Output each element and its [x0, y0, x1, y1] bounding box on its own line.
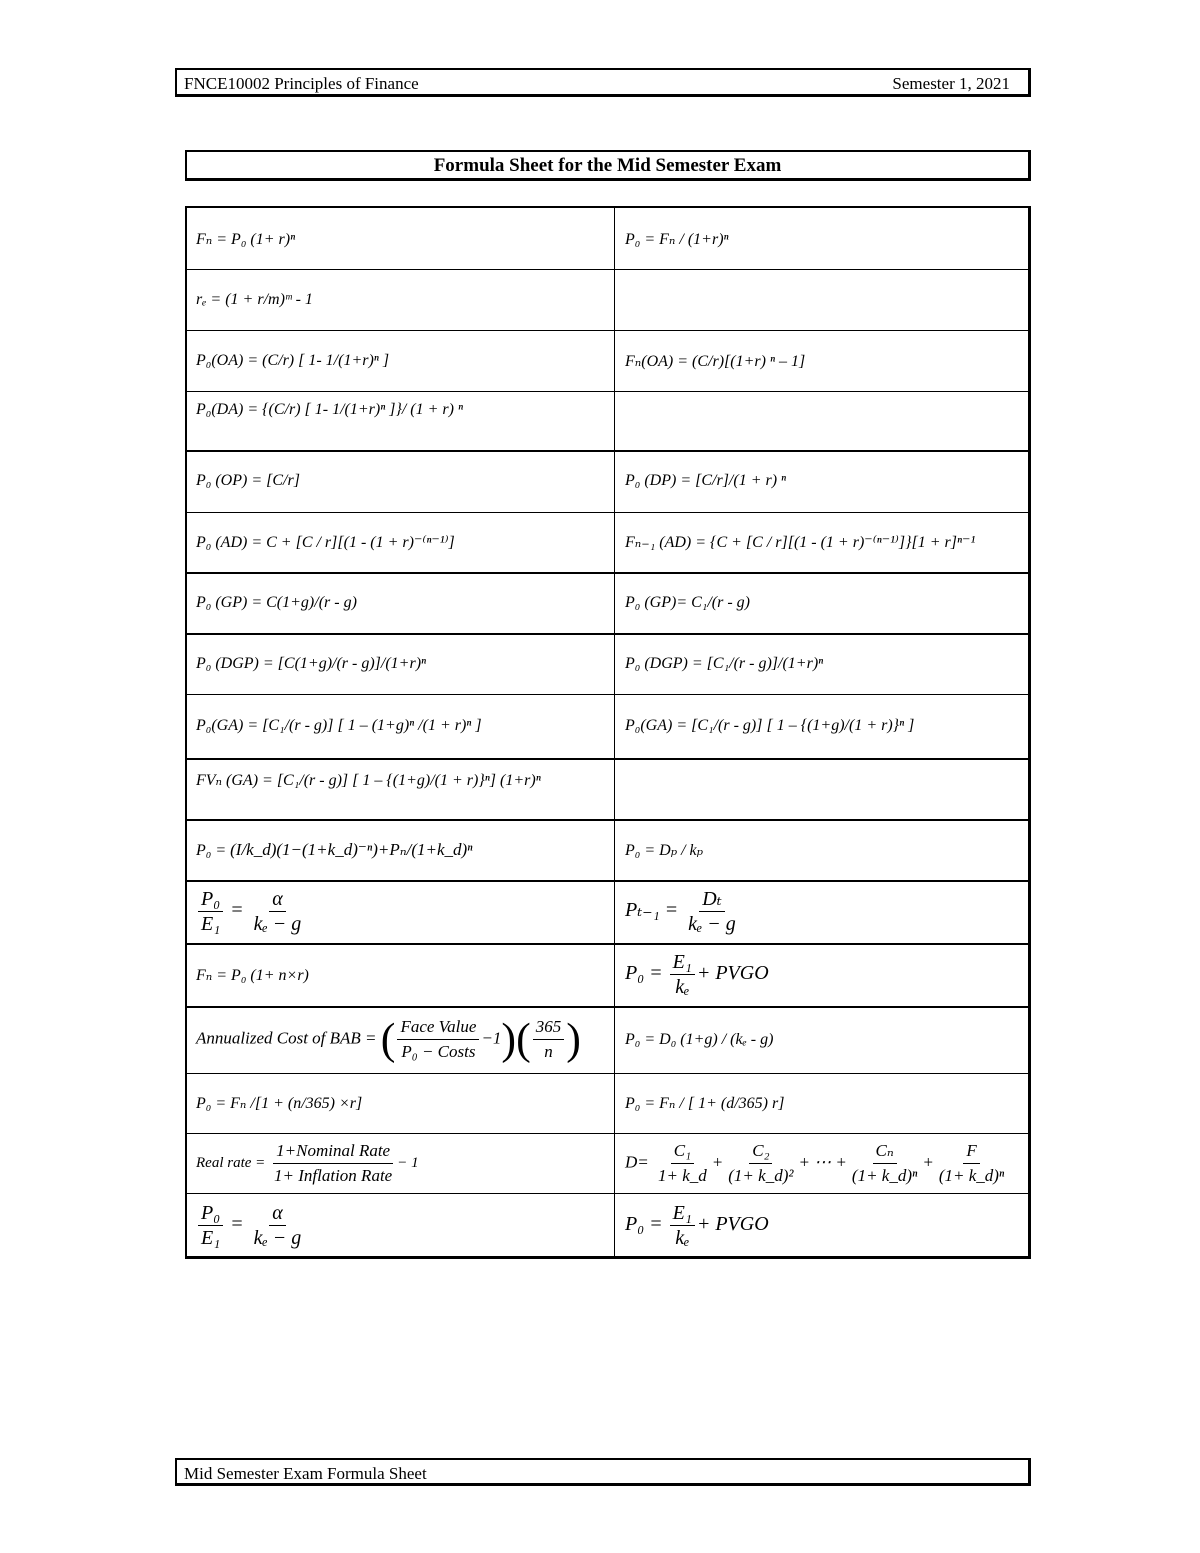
formula-pvgo-repeat: P₀ = $\frac{\text{E₁}}{\text{kₑ}}$ + PVGO: [625, 1201, 769, 1249]
course-name: FNCE10002 Principles of Finance: [184, 74, 419, 93]
table-row: [187, 1006, 1028, 1073]
formula-fv-growing-annuity: FVₙ (GA) = [C₁/(r - g)] [ 1 – {(1+g)/(1 + r)}ⁿ] (1+r)ⁿ: [196, 772, 541, 789]
table-row: [187, 269, 1028, 330]
formula-dividend-discount: Pₜ₋₁ = $\frac{\text{Dₜ}}{\text{kₑ − g}}$: [625, 888, 736, 935]
table-row: [187, 572, 1028, 633]
formula-bond-duration-price: D= $\frac{\text{C₁}}{1+ k\_d}$ + $\frac{\text{C₂}}{\text{(1+ k\_d)²}}$ + ⋯ + $\frac{\text{Cₙ}}{\text{(1+ k\_d)ⁿ}}$ + $\frac{F}{\text{(1+ k\_d)ⁿ}}$: [625, 1140, 1005, 1185]
formula-pv-growing-annuity-alt: P₀(GA) = [C₁/(r - g)] [ 1 – {(1+g)/(1 + r)}ⁿ ]: [625, 717, 915, 734]
table-row: [187, 819, 1028, 880]
footer-label: Mid Semester Exam Formula Sheet: [184, 1464, 427, 1483]
formula-pv-deferred-growing-perpetuity-c1: P₀ (DGP) = [C₁/(r - g)]/(1+r)ⁿ: [625, 654, 824, 672]
formula-simple-interest: Fₙ = P₀ (1+ n×r): [196, 966, 309, 984]
formula-bab-annualized-cost: Annualized Cost of BAB = ( $\frac{\text{Face Value}}{\text{P₀ − Costs}}$ −1)( $\frac{365}{n}$ ): [196, 1014, 581, 1064]
page-header: [175, 68, 1031, 97]
table-row: [187, 330, 1028, 391]
table-row: [187, 943, 1028, 1006]
page-footer: [175, 1458, 1031, 1486]
formula-pvgo: P₀ = $\frac{\text{E₁}}{\text{kₑ}}$ + PVGO: [625, 951, 769, 998]
table-row: [187, 1073, 1028, 1133]
table-row: [187, 1193, 1028, 1257]
table-row: [187, 450, 1028, 512]
formula-bond-price: P₀ = (I/k_d)(1−(1+k_d)⁻ⁿ)+Pₙ/(1+k_d)ⁿ: [196, 839, 473, 859]
formula-pv-growing-perpetuity-c1: P₀ (GP)= C₁/(r - g): [625, 593, 751, 611]
formula-pv-deferred-growing-perpetuity: P₀ (DGP) = [C(1+g)/(r - g)]/(1+r)ⁿ: [196, 654, 427, 672]
formula-gordon-growth: P₀ = D₀ (1+g) / (kₑ - g): [625, 1030, 774, 1048]
formula-real-rate: Real rate = $\frac{\text{1+Nominal Rate}}{\text{1+ Inflation Rate}}$ − 1: [196, 1140, 419, 1185]
table-row: [187, 1133, 1028, 1193]
formula-pe-ratio: $\frac{\text{P₀}}{\text{E₁}}$ = $\frac{\alpha}{\text{kₑ − g}}$: [196, 887, 306, 936]
formula-pv-deferred-perpetuity: P₀ (DP) = [C/r]/(1 + r) ⁿ: [625, 472, 787, 489]
formula-discount-price: P₀ = Fₙ / [ 1+ (d/365) r]: [625, 1095, 785, 1112]
table-row: [187, 758, 1028, 819]
formula-present-value: P₀ = Fₙ / (1+r)ⁿ: [625, 230, 729, 248]
formula-pv-ordinary-annuity: P₀(OA) = (C/r) [ 1- 1/(1+r)ⁿ ]: [196, 351, 390, 369]
table-row: [187, 880, 1028, 943]
table-row: [187, 694, 1028, 758]
table-row: [187, 512, 1028, 572]
formula-fv-annuity-due: Fₙ₋₁ (AD) = {C + [C / r][(1 - (1 + r)⁻⁽ⁿ⁻¹⁾]}[1 + r]ⁿ⁻¹: [625, 534, 976, 551]
formula-pv-growing-annuity: P₀(GA) = [C₁/(r - g)] [ 1 – (1+g)ⁿ /(1 + r)ⁿ ]: [196, 717, 482, 734]
table-row: [187, 391, 1028, 450]
semester-label: Semester 1, 2021: [892, 74, 1010, 93]
formula-pe-ratio-repeat: $\frac{\text{P₀}}{\text{E₁}}$ = $\frac{\alpha}{\text{kₑ − g}}$: [196, 1201, 306, 1250]
formula-pv-annuity-due: P₀ (AD) = C + [C / r][(1 - (1 + r)⁻⁽ⁿ⁻¹⁾]: [196, 534, 455, 551]
formula-table: [185, 206, 1031, 1259]
formula-pv-ordinary-perpetuity: P₀ (OP) = [C/r]: [196, 472, 300, 489]
formula-money-market-price-days: P₀ = Fₙ /[1 + (n/365) ×r]: [196, 1095, 363, 1112]
formula-effective-rate: rₑ = (1 + r/m)ᵐ - 1: [196, 290, 313, 308]
formula-future-value: Fₙ = P₀ (1+ r)ⁿ: [196, 230, 296, 248]
formula-pv-growing-perpetuity: P₀ (GP) = C(1+g)/(r - g): [196, 593, 357, 611]
page-title: Formula Sheet for the Mid Semester Exam: [185, 150, 1031, 181]
formula-preferred-share-price: P₀ = Dₚ / kₚ: [625, 841, 704, 859]
formula-fv-ordinary-annuity: Fₙ(OA) = (C/r)[(1+r) ⁿ – 1]: [625, 352, 806, 370]
table-row: [187, 633, 1028, 694]
table-row: [187, 208, 1028, 269]
formula-pv-deferred-annuity: P₀(DA) = {(C/r) [ 1- 1/(1+r)ⁿ ]}/ (1 + r) ⁿ: [196, 401, 464, 418]
